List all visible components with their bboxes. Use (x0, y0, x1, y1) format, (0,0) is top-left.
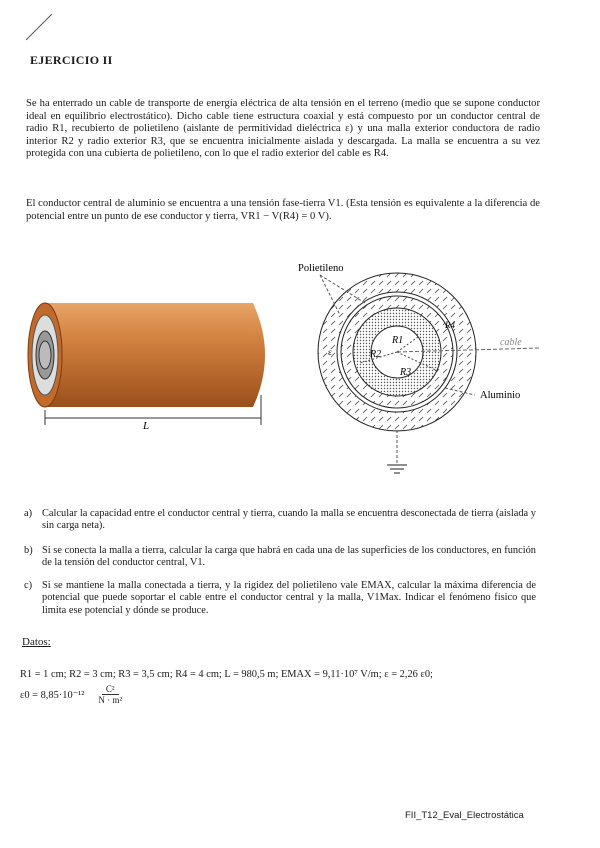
paragraph-description: Se ha enterrado un cable de transporte de energía eléctrica de alta tensión en el terreno (medio que se supone conductor ideal en equilibrio electrostático). Dicho cable tiene estructura coaxial y está compuesto por un conductor central de radio R1, recubierto de polietileno (aislante de permitividad dieléctrica ε) y una malla exterior conductora de radio interior R2 y radio exterior R3, que se encuentra inicialmente aislada y descargada. La malla se encuentra a su vez protegida con una cubierta de polietileno, con lo que el radio exterior del cable es R4. (26, 98, 540, 160)
footer: FII_T12_Eval_Electrostática (405, 810, 524, 821)
length-label: L (143, 420, 150, 432)
svg-text:R2: R2 (370, 349, 382, 360)
epsilon0-value: ε0 = 8,85·10⁻¹² $\frac{\text{C²}}{\text{N · m²}}$ (20, 684, 123, 705)
question-b: b) Si se conecta la malla a tierra, calcular la carga que habrá en cada una de las superficies de los conductores, en función de la tensión del conductor central, V1. (24, 545, 536, 569)
svg-text:R4: R4 (445, 320, 455, 330)
svg-text:ε: ε (328, 347, 332, 357)
cable-figure (25, 285, 285, 445)
cross-section-diagram (290, 255, 560, 485)
question-a: a) Calcular la capacidad entre el conductor central y tierra, cuando la malla se encuentra desconectada de tierra (aislada y sin carga neta). (24, 508, 536, 532)
polietileno-label: Polietileno (298, 263, 344, 274)
data-values: R1 = 1 cm; R2 = 3 cm; R3 = 3,5 cm; R4 = 4 cm; L = 980,5 m; EMAX = 9,11·10⁷ V/m; ε = 2,26 ε0; (20, 669, 433, 680)
paragraph-voltage: El conductor central de aluminio se encuentra a una tensión fase-tierra V1. (Esta tensión es equivalente a la diferencia de potencial entre un punto de ese conductor y tierra, VR1 − V(R4) = 0 V). (26, 198, 540, 222)
aluminio-label: Aluminio (480, 390, 521, 401)
svg-text:R1: R1 (392, 335, 404, 346)
cable-body (45, 303, 265, 407)
svg-text:R3: R3 (400, 367, 412, 378)
datos-heading: Datos: (22, 636, 51, 648)
pen-mark (22, 10, 62, 45)
handwritten-note: cable (500, 337, 522, 348)
question-c: c) Si se mantiene la malla conectada a tierra, y la rigidez del polietileno vale EMAX, calcular la máxima diferencia de potencial que puede soportar el cable entre el conductor central y la malla, V1Max. Indicar el fenómeno físico que limita ese potencial y dónde se produce. (24, 580, 536, 616)
exercise-title: EJERCICIO II (30, 53, 113, 67)
